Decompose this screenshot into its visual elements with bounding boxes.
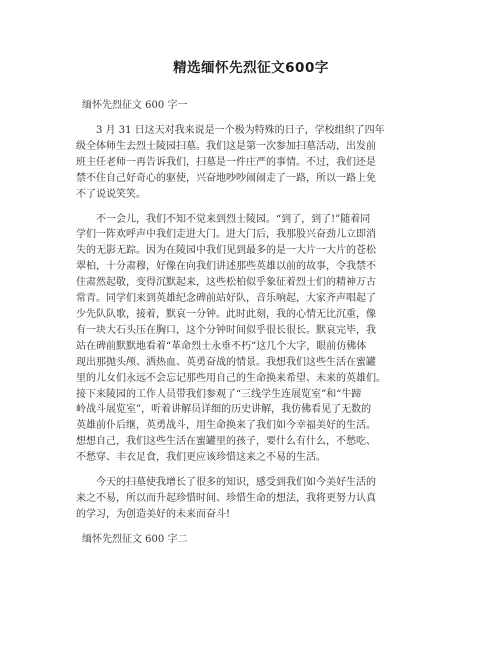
- paragraph-line: 站在碑前默默地看着“革命烈士永垂不朽”这几个大字，眼前仿佛体: [76, 340, 367, 352]
- paragraph-line: 来之不易，所以而升起珍惜时间、珍惜生命的想法，我将更努力认真: [76, 492, 376, 504]
- paragraph-line: 级全体师生去烈士陵园扫墓。我们这是第一次参加扫墓活动，出发前: [76, 140, 376, 152]
- paragraph-line: 接下来陵园的工作人员带我们参观了“三线学生连展览室”和“牛蹄: [76, 388, 362, 400]
- paragraph-line: 今天的扫墓使我增长了很多的知识，感受到我们如今美好生活的: [96, 477, 376, 489]
- paragraph-line: 常青。同学们来到英雄纪念碑前站好队，音乐响起，大家齐声唱起了: [76, 293, 376, 305]
- paragraph-line: 的学习，为创造美好的未来而奋斗!: [76, 508, 231, 520]
- paragraph-line: 里的儿女们永远不会忘记那些用自己的生命换来希望、未来的英雄们。: [76, 372, 386, 384]
- paragraph-1: [0, 123, 502, 203]
- paragraph-line: 现出那抛头颅、洒热血、英勇奋战的情景。我想我们这些生活在蜜罐: [76, 356, 376, 368]
- paragraph-line: 英雄前仆后继，英勇战斗，用生命换来了我们如今幸福美好的生活。: [76, 420, 376, 432]
- paragraph-2: [0, 212, 502, 467]
- paragraph-line: 3 月 31 日这天对我来说是一个极为特殊的日子，学校组织了四年: [96, 125, 385, 136]
- section-heading-2: 缅怀先烈征文 600 字二: [82, 533, 188, 545]
- paragraph-line: 班主任老师一再告诉我们，扫墓是一件庄严的事情。不过，我们还是: [76, 156, 376, 168]
- paragraph-line: 不了说说笑笑。: [76, 188, 146, 200]
- paragraph-line: 不一会儿，我们不知不觉来到烈士陵园。“到了，到了!”随着同: [96, 213, 371, 225]
- paragraph-3: [0, 475, 502, 523]
- paragraph-line: 住肃然起敬，变得沉默起来，这些松柏似乎象征着烈士们的精神万古: [76, 277, 376, 289]
- paragraph-line: 禁不住自己好奇心的驱使，兴奋地吵吵闹闹走了一路，所以一路上免: [76, 172, 376, 184]
- document-title: 精选缅怀先烈征文600字: [173, 60, 329, 76]
- paragraph-line: 少先队队歌，接着，默哀一分钟。此时此刻，我的心情无比沉重，像: [76, 308, 376, 320]
- paragraph-line: 学们一阵欢呼声中我们走进大门。进大门后，我那股兴奋劲儿立即消: [76, 229, 376, 241]
- paragraph-line: 有一块大石头压在胸口，这个分钟时间似乎很长很长。默哀完毕，我: [76, 324, 376, 336]
- paragraph-line: 岭战斗展览室”，听着讲解员详细的历史讲解，我仿佛看见了无数的: [76, 404, 372, 416]
- paragraph-line: 失的无影无踪。因为在陵园中我们见到最多的是一大片一大片的苍松: [76, 245, 376, 257]
- section-heading-1: 缅怀先烈征文 600 字一: [82, 100, 188, 111]
- paragraph-line: 翠柏，十分肃穆，好像在向我们讲述那些英雄以前的故事，令我禁不: [76, 261, 376, 273]
- paragraph-line: 不愁穿、丰衣足食，我们更应该珍惜这来之不易的生活。: [76, 452, 326, 464]
- paragraph-line: 想想自己，我们这些生活在蜜罐里的孩子，要什么有什么，不愁吃、: [76, 436, 376, 448]
